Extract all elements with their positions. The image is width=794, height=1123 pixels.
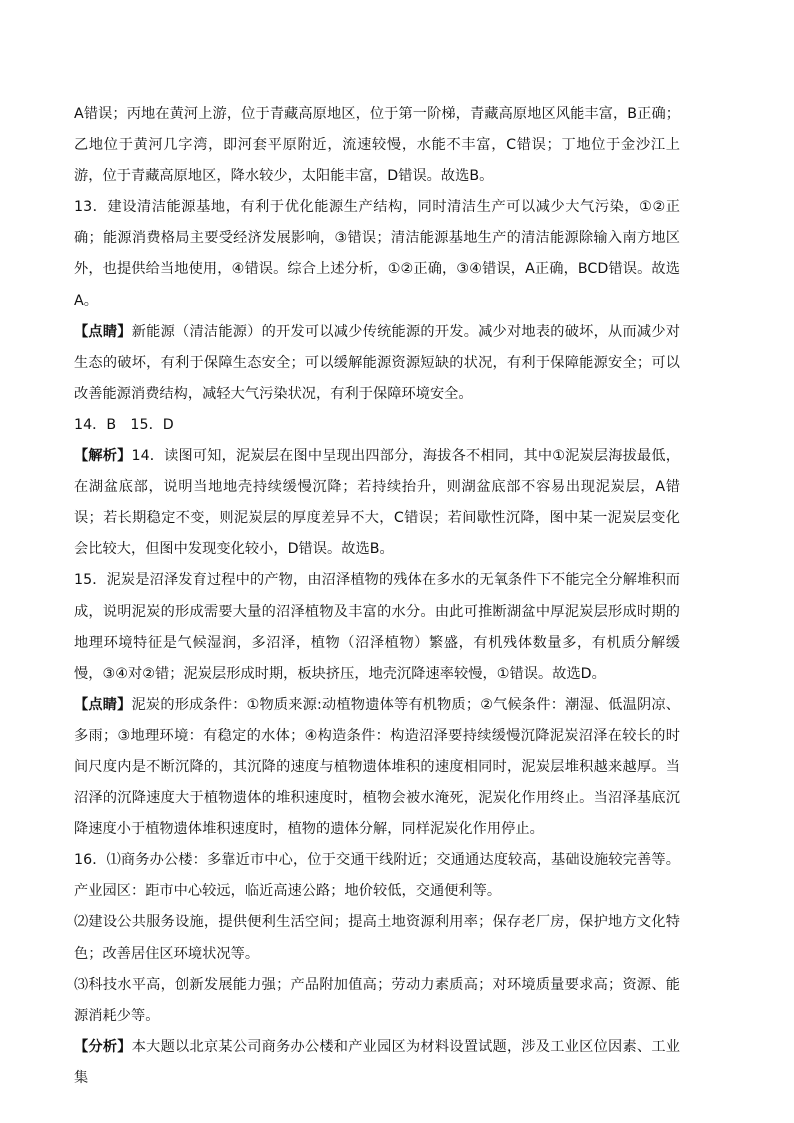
paragraph-answer-16-2	[74, 907, 680, 969]
paragraph-text: ⑵建设公共服务设施，提供便利生活空间；提高土地资源利用率；保存老厂房，保护地方文化特色；改善居住区环境状况等。	[74, 914, 680, 962]
paragraph-text: 14．B 15．D	[74, 416, 174, 433]
paragraph-text: 14．读图可知，泥炭层在图中呈现出四部分，海拔各不相同，其中①泥炭层海拔最低，在湖盆底部，说明当地地壳持续缓慢沉降；若持续抬升，则湖盆底部不容易出现泥炭层，A错误；若长期稳定不变，则泥炭层的厚度差异不大，C错误；若间歇性沉降，图中某一泥炭层变化会比较大，但图中发现变化较小，D错误。故选B。	[74, 448, 680, 558]
paragraph-analysis-14	[74, 441, 680, 565]
paragraph-answer-13	[74, 192, 680, 316]
paragraph-text: 16．⑴商务办公楼：多靠近市中心，位于交通干线附近；交通通达度较高，基础设施较完善等。产业园区：距市中心较远，临近高速公路；地价较低，交通便利等。	[74, 852, 680, 900]
paragraph-text: 新能源（清洁能源）的开发可以减少传统能源的开发。减少对地表的破坏，从而减少对生态的破坏，有利于保障生态安全；可以缓解能源资源短缺的状况，有利于保障能源安全；可以改善能源消费结构，减轻大气污染状况，有利于保障环境安全。	[74, 323, 680, 402]
paragraph-text: A错误；丙地在黄河上游，位于青藏高原地区，位于第一阶梯，青藏高原地区风能丰富，B正确；乙地位于黄河几字湾，即河套平原附近，流速较慢，水能不丰富，C错误；丁地位于金沙江上游，位于青藏高原地区，降水较少，太阳能丰富，D错误。故选B。	[74, 106, 680, 185]
paragraph-text: 本大题以北京某公司商务办公楼和产业园区为材料设置试题，涉及工业区位因素、工业集	[74, 1038, 680, 1086]
paragraph-analysis-16	[74, 1032, 680, 1094]
paragraph-tip-13	[74, 317, 680, 410]
answer-content	[74, 99, 680, 1094]
paragraph-answer-16-1	[74, 845, 680, 907]
paragraph-answer-16-3	[74, 970, 680, 1032]
dianjing-tag: 【点睛】	[74, 696, 132, 713]
paragraph-answer-12-continued	[74, 99, 680, 192]
fenxi-tag: 【分析】	[74, 1038, 132, 1055]
paragraph-text: 泥炭的形成条件：①物质来源:动植物遗体等有机物质；②气候条件：潮湿、低温阴凉、多雨；③地理环境：有稳定的水体；④构造条件：构造沼泽要持续缓慢沉降泥炭沼泽在较长的时间尺度内是不断沉降的，其沉降的速度与植物遗体堆积的速度相同时，泥炭层堆积越来越厚。当沼泽的沉降速度大于植物遗体的堆积速度时，植物会被水淹死，泥炭化作用终止。当沼泽基底沉降速度小于植物遗体堆积速度时，植物的遗体分解，同样泥炭化作用停止。	[74, 696, 681, 838]
paragraph-text: 13．建设清洁能源基地，有利于优化能源生产结构，同时清洁生产可以减少大气污染，①②正确；能源消费格局主要受经济发展影响，③错误；清洁能源基地生产的清洁能源除输入南方地区外，也提供给当地使用，④错误。综合上述分析，①②正确，③④错误，A正确，BCD错误。故选A。	[74, 199, 680, 309]
paragraph-text: ⑶科技水平高，创新发展能力强；产品附加值高；劳动力素质高；对环境质量要求高；资源、能源消耗少等。	[74, 976, 680, 1024]
paragraph-analysis-15	[74, 565, 680, 689]
paragraph-tip-15	[74, 690, 680, 845]
paragraph-text: 15．泥炭是沼泽发育过程中的产物，由沼泽植物的残体在多水的无氧条件下不能完全分解堆积而成，说明泥炭的形成需要大量的沼泽植物及丰富的水分。由此可推断湖盆中厚泥炭层形成时期的地理环境特征是气候湿润，多沼泽，植物（沼泽植物）繁盛，有机残体数量多，有机质分解缓慢，③④对②错；泥炭层形成时期，板块挤压，地壳沉降速率较慢，①错误。故选D。	[74, 572, 680, 682]
paragraph-answer-key-14-15	[74, 410, 680, 441]
jiexi-tag: 【解析】	[74, 448, 132, 465]
dianjing-tag: 【点睛】	[74, 323, 132, 340]
